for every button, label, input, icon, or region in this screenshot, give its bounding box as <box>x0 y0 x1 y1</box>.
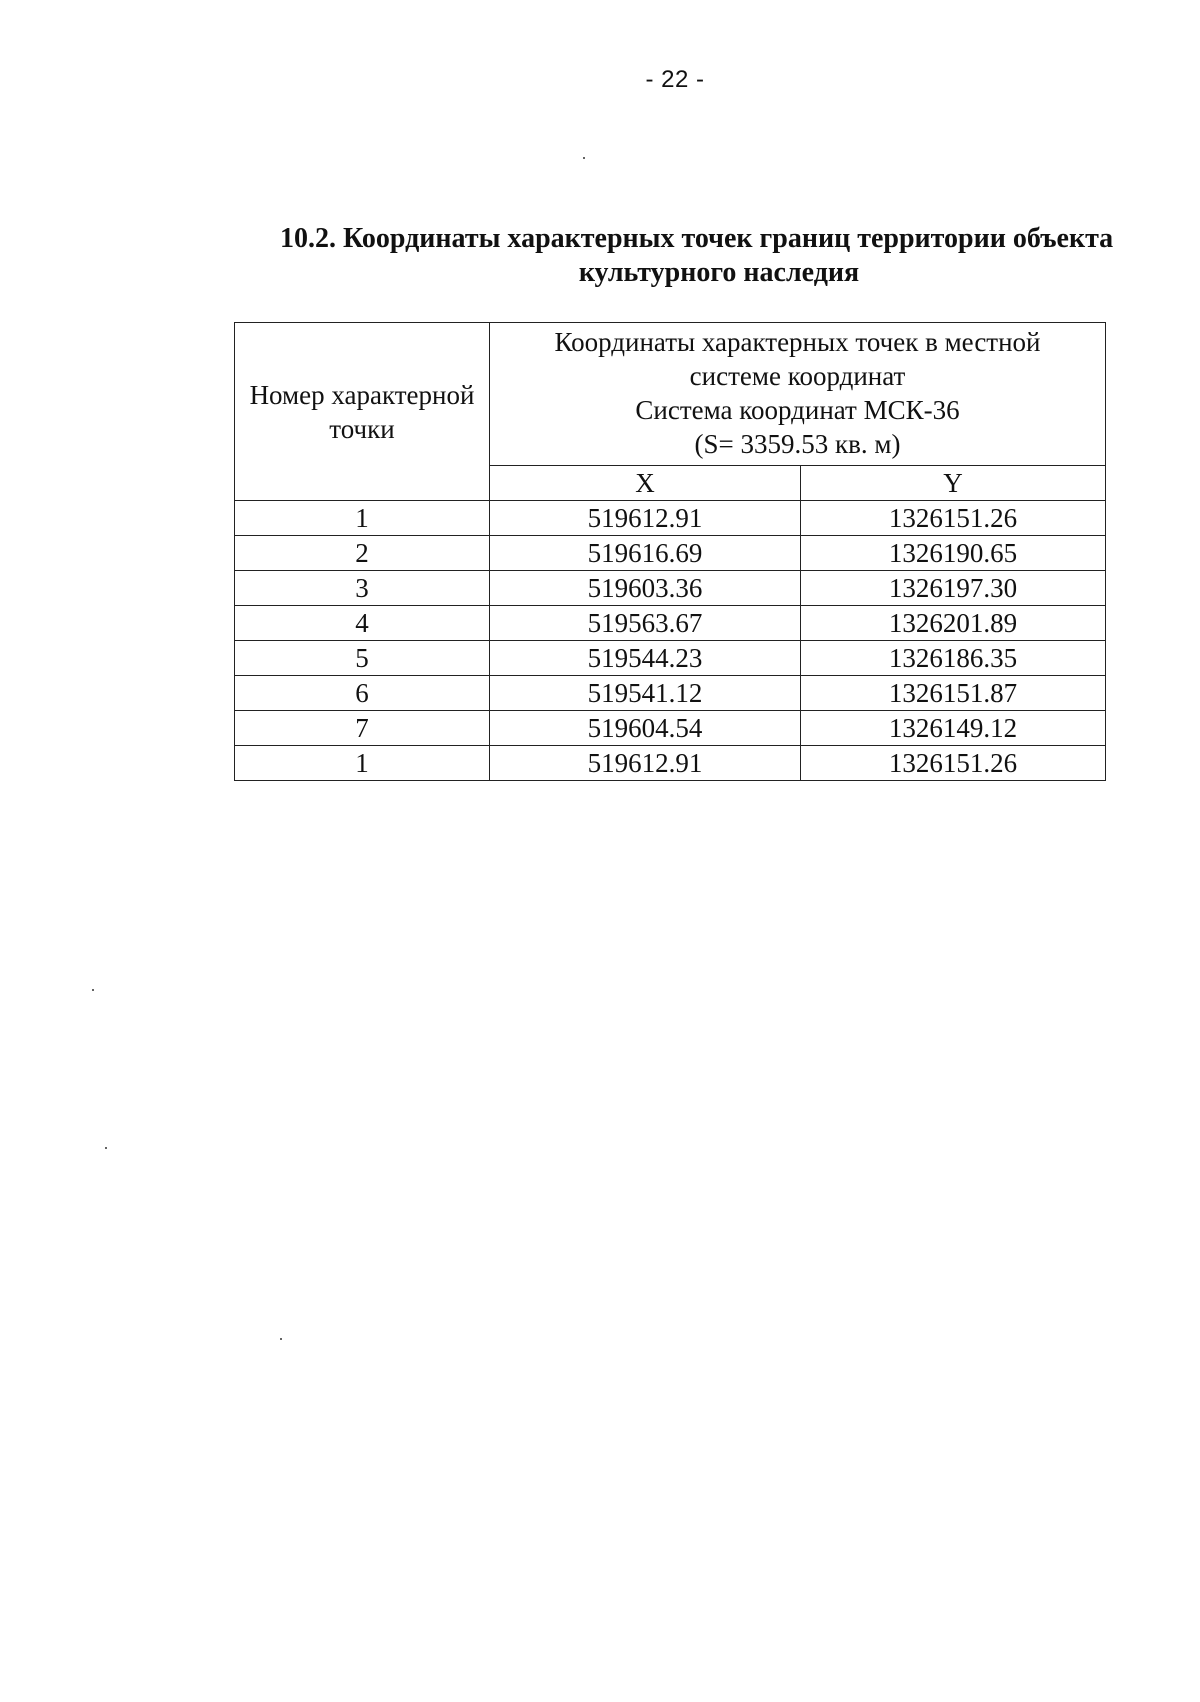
header-point-number: Номер характерной точки <box>235 323 490 501</box>
scan-speck <box>105 1147 107 1149</box>
cell-point: 4 <box>235 606 490 641</box>
cell-y: 1326149.12 <box>801 711 1106 746</box>
cell-x: 519616.69 <box>490 536 801 571</box>
cell-point: 2 <box>235 536 490 571</box>
cell-point: 1 <box>235 746 490 781</box>
table-row <box>235 606 1106 641</box>
scan-speck <box>92 989 94 991</box>
table-header-row <box>235 323 1106 466</box>
section-title-line2: культурного наследия <box>578 257 860 288</box>
cell-point: 3 <box>235 571 490 606</box>
header-coordinates-line: Система координат МСК-36 <box>635 395 960 425</box>
coordinates-table <box>234 322 1106 781</box>
header-coordinates-line: (S= 3359.53 кв. м) <box>694 429 901 459</box>
cell-point: 6 <box>235 676 490 711</box>
header-coordinates-line: системе координат <box>689 361 906 391</box>
cell-x: 519544.23 <box>490 641 801 676</box>
cell-point: 1 <box>235 501 490 536</box>
table-row <box>235 571 1106 606</box>
cell-x: 519612.91 <box>490 501 801 536</box>
section-title <box>250 222 1150 290</box>
cell-x: 519604.54 <box>490 711 801 746</box>
cell-x: 519603.36 <box>490 571 801 606</box>
cell-y: 1326201.89 <box>801 606 1106 641</box>
scan-speck <box>583 157 585 159</box>
table-row <box>235 536 1106 571</box>
table-row <box>235 641 1106 676</box>
cell-y: 1326197.30 <box>801 571 1106 606</box>
cell-x: 519541.12 <box>490 676 801 711</box>
table-row <box>235 711 1106 746</box>
cell-point: 5 <box>235 641 490 676</box>
table-row <box>235 676 1106 711</box>
header-coordinates <box>490 323 1106 466</box>
section-title-line1: 10.2. Координаты характерных точек границ территории объекта <box>280 223 1114 254</box>
cell-y: 1326151.26 <box>801 501 1106 536</box>
scan-speck <box>280 1338 282 1340</box>
cell-x: 519563.67 <box>490 606 801 641</box>
table-row <box>235 501 1106 536</box>
cell-y: 1326151.87 <box>801 676 1106 711</box>
cell-x: 519612.91 <box>490 746 801 781</box>
cell-y: 1326151.26 <box>801 746 1106 781</box>
cell-point: 7 <box>235 711 490 746</box>
header-coordinates-line: Координаты характерных точек в местной <box>554 327 1041 357</box>
header-y: Y <box>801 466 1106 501</box>
cell-y: 1326190.65 <box>801 536 1106 571</box>
table-row <box>235 746 1106 781</box>
page-number: - 22 - <box>645 66 705 93</box>
header-x: X <box>490 466 801 501</box>
cell-y: 1326186.35 <box>801 641 1106 676</box>
